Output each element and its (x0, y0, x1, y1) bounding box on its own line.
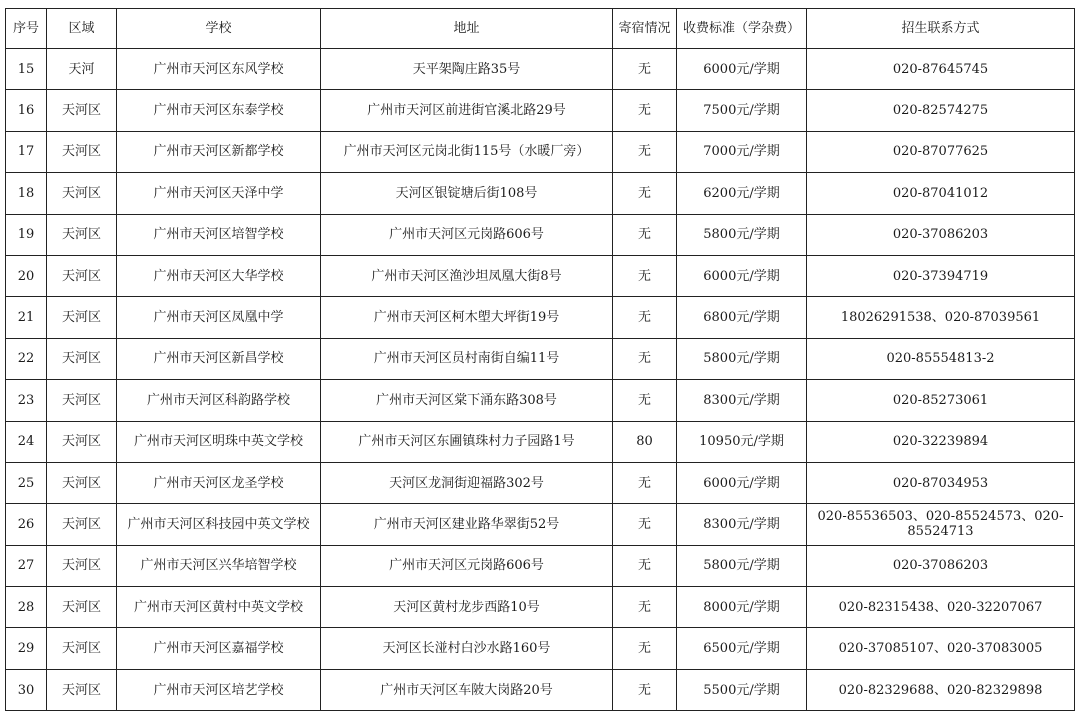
cell-district: 天河区 (47, 297, 117, 338)
table-row (6, 297, 1075, 338)
cell-index: 22 (6, 338, 47, 379)
cell-contact: 020-87645745 (807, 49, 1075, 90)
cell-boarding: 无 (613, 173, 677, 214)
cell-contact: 020-85554813-2 (807, 338, 1075, 379)
cell-fee: 8300元/学期 (677, 504, 807, 545)
cell-contact: 020-87041012 (807, 173, 1075, 214)
cell-address: 天河区龙洞街迎福路302号 (321, 462, 613, 503)
header-index: 序号 (6, 9, 47, 49)
cell-contact: 020-85273061 (807, 380, 1075, 421)
cell-contact: 020-37086203 (807, 214, 1075, 255)
cell-boarding: 无 (613, 49, 677, 90)
cell-school: 广州市天河区嘉福学校 (117, 628, 321, 669)
header-contact: 招生联系方式 (807, 9, 1075, 49)
table-row (6, 173, 1075, 214)
cell-contact: 020-85536503、020-85524573、020-85524713 (807, 504, 1075, 545)
cell-district: 天河 (47, 49, 117, 90)
cell-school: 广州市天河区明珠中英文学校 (117, 421, 321, 462)
cell-index: 19 (6, 214, 47, 255)
table-row (6, 545, 1075, 586)
cell-district: 天河区 (47, 380, 117, 421)
cell-contact: 020-87077625 (807, 131, 1075, 172)
cell-fee: 6000元/学期 (677, 49, 807, 90)
cell-contact: 020-37086203 (807, 545, 1075, 586)
cell-district: 天河区 (47, 131, 117, 172)
cell-boarding: 无 (613, 462, 677, 503)
cell-contact: 020-82574275 (807, 90, 1075, 131)
cell-district: 天河区 (47, 214, 117, 255)
header-school: 学校 (117, 9, 321, 49)
cell-index: 18 (6, 173, 47, 214)
cell-index: 30 (6, 669, 47, 710)
cell-index: 17 (6, 131, 47, 172)
header-address: 地址 (321, 9, 613, 49)
cell-school: 广州市天河区东风学校 (117, 49, 321, 90)
cell-contact: 18026291538、020-87039561 (807, 297, 1075, 338)
table-row (6, 421, 1075, 462)
cell-address: 天河区长湴村白沙水路160号 (321, 628, 613, 669)
school-table (5, 8, 1075, 711)
cell-fee: 5800元/学期 (677, 338, 807, 379)
cell-school: 广州市天河区大华学校 (117, 255, 321, 296)
cell-address: 广州市天河区员村南街自编11号 (321, 338, 613, 379)
cell-district: 天河区 (47, 669, 117, 710)
cell-boarding: 无 (613, 214, 677, 255)
table-row (6, 462, 1075, 503)
cell-school: 广州市天河区培智学校 (117, 214, 321, 255)
cell-contact: 020-37085107、020-37083005 (807, 628, 1075, 669)
cell-fee: 7500元/学期 (677, 90, 807, 131)
cell-school: 广州市天河区科韵路学校 (117, 380, 321, 421)
cell-fee: 5800元/学期 (677, 545, 807, 586)
cell-fee: 8000元/学期 (677, 587, 807, 628)
cell-address: 广州市天河区渔沙坦凤凰大街8号 (321, 255, 613, 296)
table-row (6, 587, 1075, 628)
header-boarding: 寄宿情况 (613, 9, 677, 49)
cell-index: 28 (6, 587, 47, 628)
cell-address: 广州市天河区元岗路606号 (321, 545, 613, 586)
cell-district: 天河区 (47, 255, 117, 296)
cell-fee: 10950元/学期 (677, 421, 807, 462)
cell-district: 天河区 (47, 462, 117, 503)
cell-school: 广州市天河区新都学校 (117, 131, 321, 172)
cell-index: 29 (6, 628, 47, 669)
table-row (6, 214, 1075, 255)
table-row (6, 669, 1075, 710)
cell-address: 广州市天河区元岗北街115号（水暖厂旁） (321, 131, 613, 172)
cell-district: 天河区 (47, 504, 117, 545)
table-row (6, 49, 1075, 90)
cell-address: 广州市天河区车陂大岗路20号 (321, 669, 613, 710)
cell-boarding: 无 (613, 255, 677, 296)
cell-fee: 5800元/学期 (677, 214, 807, 255)
cell-index: 20 (6, 255, 47, 296)
cell-fee: 6000元/学期 (677, 462, 807, 503)
cell-contact: 020-82315438、020-32207067 (807, 587, 1075, 628)
cell-district: 天河区 (47, 545, 117, 586)
cell-school: 广州市天河区科技园中英文学校 (117, 504, 321, 545)
cell-school: 广州市天河区凤凰中学 (117, 297, 321, 338)
cell-district: 天河区 (47, 173, 117, 214)
cell-index: 15 (6, 49, 47, 90)
table-row (6, 255, 1075, 296)
cell-boarding: 无 (613, 628, 677, 669)
cell-boarding: 80 (613, 421, 677, 462)
cell-address: 天河区银锭塘后街108号 (321, 173, 613, 214)
cell-contact: 020-37394719 (807, 255, 1075, 296)
cell-boarding: 无 (613, 131, 677, 172)
table-row (6, 131, 1075, 172)
cell-boarding: 无 (613, 669, 677, 710)
header-row (6, 9, 1075, 49)
cell-district: 天河区 (47, 338, 117, 379)
cell-school: 广州市天河区培艺学校 (117, 669, 321, 710)
cell-address: 广州市天河区建业路华翠街52号 (321, 504, 613, 545)
cell-school: 广州市天河区东泰学校 (117, 90, 321, 131)
cell-address: 广州市天河区棠下涌东路308号 (321, 380, 613, 421)
cell-district: 天河区 (47, 421, 117, 462)
cell-index: 26 (6, 504, 47, 545)
cell-boarding: 无 (613, 380, 677, 421)
cell-fee: 6500元/学期 (677, 628, 807, 669)
cell-school: 广州市天河区龙圣学校 (117, 462, 321, 503)
cell-fee: 6800元/学期 (677, 297, 807, 338)
cell-fee: 6000元/学期 (677, 255, 807, 296)
cell-contact: 020-87034953 (807, 462, 1075, 503)
cell-address: 天河区黄村龙步西路10号 (321, 587, 613, 628)
cell-district: 天河区 (47, 628, 117, 669)
table-row (6, 628, 1075, 669)
cell-address: 广州市天河区柯木塱大坪街19号 (321, 297, 613, 338)
cell-fee: 7000元/学期 (677, 131, 807, 172)
table-row (6, 90, 1075, 131)
cell-address: 天平架陶庄路35号 (321, 49, 613, 90)
cell-boarding: 无 (613, 90, 677, 131)
cell-index: 21 (6, 297, 47, 338)
cell-boarding: 无 (613, 297, 677, 338)
cell-index: 24 (6, 421, 47, 462)
cell-district: 天河区 (47, 90, 117, 131)
table-row (6, 504, 1075, 545)
cell-boarding: 无 (613, 545, 677, 586)
cell-school: 广州市天河区新昌学校 (117, 338, 321, 379)
header-district: 区域 (47, 9, 117, 49)
cell-boarding: 无 (613, 338, 677, 379)
cell-school: 广州市天河区兴华培智学校 (117, 545, 321, 586)
cell-fee: 5500元/学期 (677, 669, 807, 710)
cell-address: 广州市天河区前进街官溪北路29号 (321, 90, 613, 131)
table-row (6, 338, 1075, 379)
cell-index: 16 (6, 90, 47, 131)
cell-index: 27 (6, 545, 47, 586)
cell-boarding: 无 (613, 587, 677, 628)
cell-address: 广州市天河区元岗路606号 (321, 214, 613, 255)
cell-index: 23 (6, 380, 47, 421)
header-fee: 收费标准（学杂费） (677, 9, 807, 49)
cell-address: 广州市天河区东圃镇珠村力子园路1号 (321, 421, 613, 462)
cell-index: 25 (6, 462, 47, 503)
cell-school: 广州市天河区黄村中英文学校 (117, 587, 321, 628)
cell-fee: 8300元/学期 (677, 380, 807, 421)
table-row (6, 380, 1075, 421)
cell-school: 广州市天河区天泽中学 (117, 173, 321, 214)
cell-boarding: 无 (613, 504, 677, 545)
cell-district: 天河区 (47, 587, 117, 628)
cell-contact: 020-82329688、020-82329898 (807, 669, 1075, 710)
cell-contact: 020-32239894 (807, 421, 1075, 462)
cell-fee: 6200元/学期 (677, 173, 807, 214)
